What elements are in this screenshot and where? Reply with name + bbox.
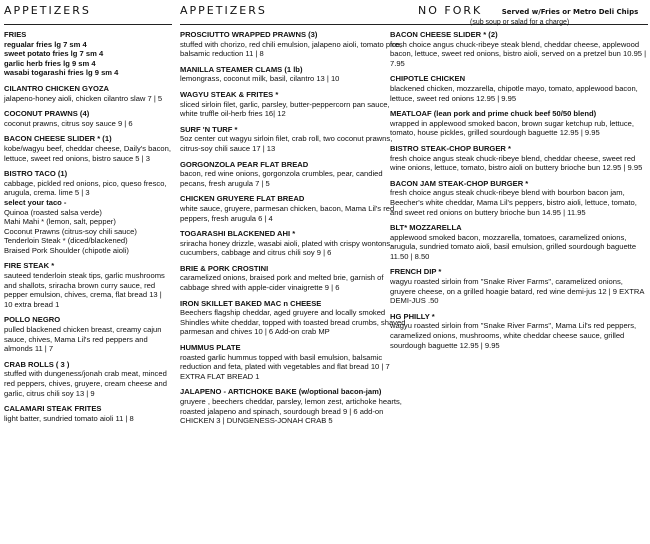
- menu-item: [390, 74, 648, 103]
- item-name: CALAMARI STEAK FRITES: [4, 404, 102, 414]
- menu-item: [4, 109, 172, 128]
- item-desc: cabbage, pickled red onions, pico, queso fresco, arugula, crema. lime 5 | 3: [4, 178, 167, 198]
- menu-item-fries: [4, 30, 172, 78]
- item-name: MEATLOAF (lean pork and prime chuck beef 50/50 blend): [390, 109, 597, 119]
- taco-choice: Braised Pork Shoulder (chipotle aioli): [4, 245, 129, 255]
- item-desc: roasted garlic hummus topped with basil emulsion, balsamic reduction and feta, plated with vegetables and flat bread 10 | 7 EXTRA FLAT BREAD 1: [180, 352, 390, 381]
- section-title: NO FORK: [418, 4, 483, 17]
- taco-choices-title: select your taco -: [4, 197, 67, 207]
- menu-item: [390, 179, 648, 217]
- column-appetizers-1: [4, 0, 172, 429]
- item-desc: stuffed with dungeness/jonah crab meat, minced red peppers, chives, gruyere, cream cheese and garlic, citrus chili soy 13 | 9: [4, 369, 167, 398]
- menu-item: [4, 360, 172, 398]
- item-desc: wrapped in applewood smoked bacon, brown sugar ketchup rub, lettuce, tomato, house pickles, grilled sourdough baguette 12.95 | 9.95: [390, 118, 634, 138]
- item-desc: sauteed tenderloin steak tips, garlic mushrooms and shallots, sriracha brown curry sauce, red pepper emulsion, chives, crema, flat bread 13 | 10 extra bread 1: [4, 271, 165, 309]
- item-desc: jalapeno-honey aioli, chicken cilantro slaw 7 | 5: [4, 93, 163, 103]
- menu-item: [390, 30, 648, 68]
- menu-item: [180, 160, 408, 189]
- item-desc: pulled blackened chicken breast, creamy cajun sauce, chives, Mama Lil's red peppers and almonds 11 | 7: [4, 325, 162, 354]
- item-desc: sriracha honey drizzle, wasabi aioli, plated with crispy wontons, cucumbers, cabbage and citrus chili soy 9 | 6: [180, 238, 393, 258]
- item-name: GORGONZOLA PEAR FLAT BREAD: [180, 159, 309, 169]
- item-name: BACON CHEESE SLIDER * (2): [390, 30, 498, 39]
- menu-item: [180, 194, 408, 223]
- item-desc: coconut prawns, citrus soy sauce 9 | 6: [4, 118, 133, 128]
- fries-row: wasabi togarashi fries lg 9 sm 4: [4, 68, 119, 78]
- menu-item: [180, 30, 408, 59]
- item-name: CRAB ROLLS ( 3 ): [4, 359, 70, 369]
- item-name: POLLO NEGRO: [4, 315, 61, 325]
- menu-item: [4, 404, 172, 423]
- item-name: FRIES: [4, 30, 27, 39]
- item-name: SURF 'N TURF *: [180, 124, 238, 134]
- section-note: Served w/Fries or Metro Deli Chips: [501, 8, 639, 16]
- item-desc: light batter, sundried tomato aioli 11 | 8: [4, 413, 134, 423]
- fries-row: garlic herb fries lg 9 sm 4: [4, 58, 96, 68]
- menu-item: [4, 315, 172, 353]
- column-appetizers-2: [180, 0, 408, 432]
- section-heading: APPETIZERS: [4, 4, 91, 17]
- item-desc: Beechers flagship cheddar, aged gruyere and locally smoked Shindles white cheddar, topped with toasted bread crumbs, shaved parmesan and chives 10 | 6 Add-on crab MP: [180, 308, 406, 337]
- menu-item: [180, 125, 408, 154]
- item-name: PROSCIUTTO WRAPPED PRAWNS (3): [180, 30, 318, 39]
- item-name: BACON CHEESE SLIDER * (1): [4, 134, 112, 144]
- item-desc: fresh choice angus steak chuck-ribeye blend, cheddar cheese, sweet red wine onions, lettuce, tomato, bistro aioli on buttery brioche bun 12.95 | 9.95: [390, 153, 643, 173]
- item-name: CILANTRO CHICKEN GYOZA: [4, 83, 110, 93]
- taco-choice: Coconut Prawns (citrus-soy chili sauce): [4, 226, 137, 236]
- item-name: HG PHILLY *: [390, 311, 435, 321]
- taco-choice: Tenderloin Steak * (diced/blackened): [4, 236, 128, 246]
- item-name: IRON SKILLET BAKED MAC n CHEESE: [180, 298, 322, 308]
- item-name: BISTRO STEAK-CHOP BURGER *: [390, 143, 511, 153]
- column-no-fork: [390, 0, 648, 356]
- menu-item: [180, 229, 408, 258]
- divider: [4, 24, 172, 25]
- menu-item: [180, 299, 408, 337]
- menu-item: [390, 267, 648, 305]
- item-desc: stuffed with chorizo, red chili emulsion, jalapeno aioli, tomato pico, balsamic reduction 11 | 8: [180, 39, 402, 59]
- section-heading: APPETIZERS: [180, 4, 267, 17]
- menu-item: [390, 312, 648, 350]
- menu-item: [180, 264, 408, 293]
- item-name: COCONUT PRAWNS (4): [4, 109, 90, 119]
- item-desc: fresh choice angus steak chuck-ribeye blend with bourbon bacon jam, Beecher's white cheddar, Mama Lil's peppers, bistro aioli, lettuce, tomato, and sweet red onions on buttery brioche bun 14.95 | 11.95: [390, 188, 637, 217]
- menu-item: [4, 84, 172, 103]
- item-name: FIRE STEAK *: [4, 261, 55, 271]
- item-desc: caramelized onions, braised pork and melted brie, garnish of cabbage shred with apple-cider vinaigrette 9 | 6: [180, 273, 384, 293]
- menu-item: [390, 109, 648, 138]
- item-name: CHIPOTLE CHICKEN: [390, 74, 466, 84]
- item-desc: wagyu roasted sirloin from "Snake River Farms", Mama Lil's red peppers, caramelized onions, mushrooms, white cheddar cheese sauce, grilled sourdough baguette 12.95 | 9.95: [390, 321, 637, 350]
- menu-item: [390, 223, 648, 261]
- item-name: JALAPENO - ARTICHOKE BAKE (w/optional bacon-jam): [180, 387, 382, 397]
- item-desc: blackened chicken, mozzarella, chipotle mayo, tomato, applewood bacon, lettuce, sweet red onions 12.95 | 9.95: [390, 83, 638, 103]
- taco-choice: Mahi Mahi * (lemon, salt, pepper): [4, 217, 116, 227]
- item-name: BLT* MOZZARELLA: [390, 223, 462, 233]
- section-subnote: (sub soup or salad for a charge): [470, 19, 570, 26]
- fries-row: regualar fries lg 7 sm 4: [4, 39, 87, 49]
- menu-item: [180, 387, 408, 425]
- item-name: MANILLA STEAMER CLAMS (1 lb): [180, 64, 303, 74]
- item-desc: 5oz center cut wagyu sirloin filet, crab roll, two coconut prawns, citrus-soy chili sauce 17 | 13: [180, 134, 393, 153]
- menu-item: [4, 261, 172, 309]
- menu-item: [4, 169, 172, 198]
- item-name: BACON JAM STEAK-CHOP BURGER *: [390, 178, 529, 188]
- menu-item: [4, 134, 172, 163]
- item-name: CHICKEN GRUYERE FLAT BREAD: [180, 194, 305, 204]
- item-desc: kobe/wagyu beef, cheddar cheese, Daily's bacon, lettuce, sweet red onions, bistro sauce 5 | 3: [4, 143, 171, 163]
- item-desc: white sauce, gruyere, parmesan chicken, bacon, Mama Lil's red peppers, fresh arugula 6 | 4: [180, 203, 395, 223]
- divider: [180, 24, 408, 25]
- menu-item: [180, 90, 408, 119]
- item-name: WAGYU STEAK & FRITES *: [180, 89, 279, 99]
- taco-choice: Quinoa (roasted salsa verde): [4, 207, 102, 217]
- item-desc: wagyu roasted sirloin from "Snake River Farms", caramelized onions, gruyere cheese, on a grilled hoagie batard, red wine demi-jus 12 | 9 EXTRA DEMI-JUS .50: [390, 277, 644, 306]
- section-heading: [390, 4, 648, 18]
- item-name: HUMMUS PLATE: [180, 343, 241, 353]
- item-name: BISTRO TACO (1): [4, 169, 68, 179]
- item-name: BRIE & PORK CROSTINI: [180, 263, 269, 273]
- item-desc: sliced sirloin filet, garlic, parsley, butter-peppercorn pan sauce, white truffle oil-herb fries 16| 12: [180, 99, 390, 119]
- fries-row: sweet potato fries lg 7 sm 4: [4, 49, 104, 59]
- menu-item: [390, 144, 648, 173]
- menu-item: [180, 343, 408, 381]
- item-name: FRENCH DIP *: [390, 267, 442, 277]
- item-desc: applewood smoked bacon, mozzarella, tomatoes, caramelized onions, arugula, sundried tomato aioli, basil emulsion, grilled sourdough baguette 11.50 | 8.50: [390, 232, 637, 261]
- item-desc: gruyere , beechers cheddar, parsley, lemon zest, artichoke hearts, roasted jalapeno and spinach, sourdough bread 9 | 6 add-on CHICKEN 3 | DUNGENESS-JONAH CRAB 5: [180, 397, 402, 426]
- menu-item: [180, 65, 408, 84]
- item-desc: fresh choice angus chuck-ribeye steak blend, cheddar cheese, applewood bacon, lettuce, sweet red onions, bistro aioli, served on a pretzel bun 10.95 | 7.95: [390, 39, 647, 68]
- item-name: TOGARASHI BLACKENED AHI *: [180, 229, 296, 239]
- taco-choices: [4, 198, 172, 256]
- item-desc: bacon, red wine onions, gorgonzola crumbles, pear, candied pecans, fresh arugula 7 | 5: [180, 169, 383, 188]
- item-desc: lemongrass, coconut milk, basil, cilantro 13 | 10: [180, 74, 340, 84]
